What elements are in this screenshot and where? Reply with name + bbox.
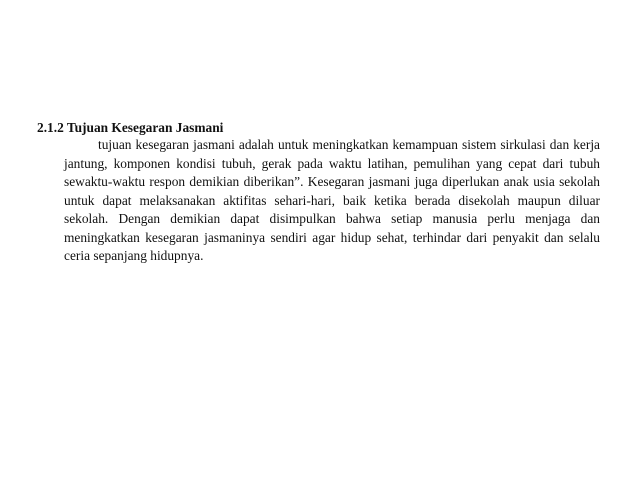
section-paragraph: tujuan kesegaran jasmani adalah untuk meningkatkan kemampuan sistem sirkulasi dan kerja jantung, komponen kondisi tubuh, gerak pada waktu latihan, pemulihan yang cepat dari tubuh sewaktu-waktu respon demikian diberikan”. Kesegaran jasmani juga diperlukan anak usia sekolah untuk dapat melaksanakan aktifitas sehari-hari, baik ketika berada disekolah maupun diluar sekolah. Dengan demikian dapat disimpulkan bahwa setiap manusia perlu menjaga dan meningkatkan kesegaran jasmaninya sendiri agar hidup sehat, terhindar dari penyakit dan selalu ceria sepanjang hidupnya. — [64, 137, 600, 263]
section-heading: 2.1.2 Tujuan Kesegaran Jasmani — [37, 120, 224, 135]
